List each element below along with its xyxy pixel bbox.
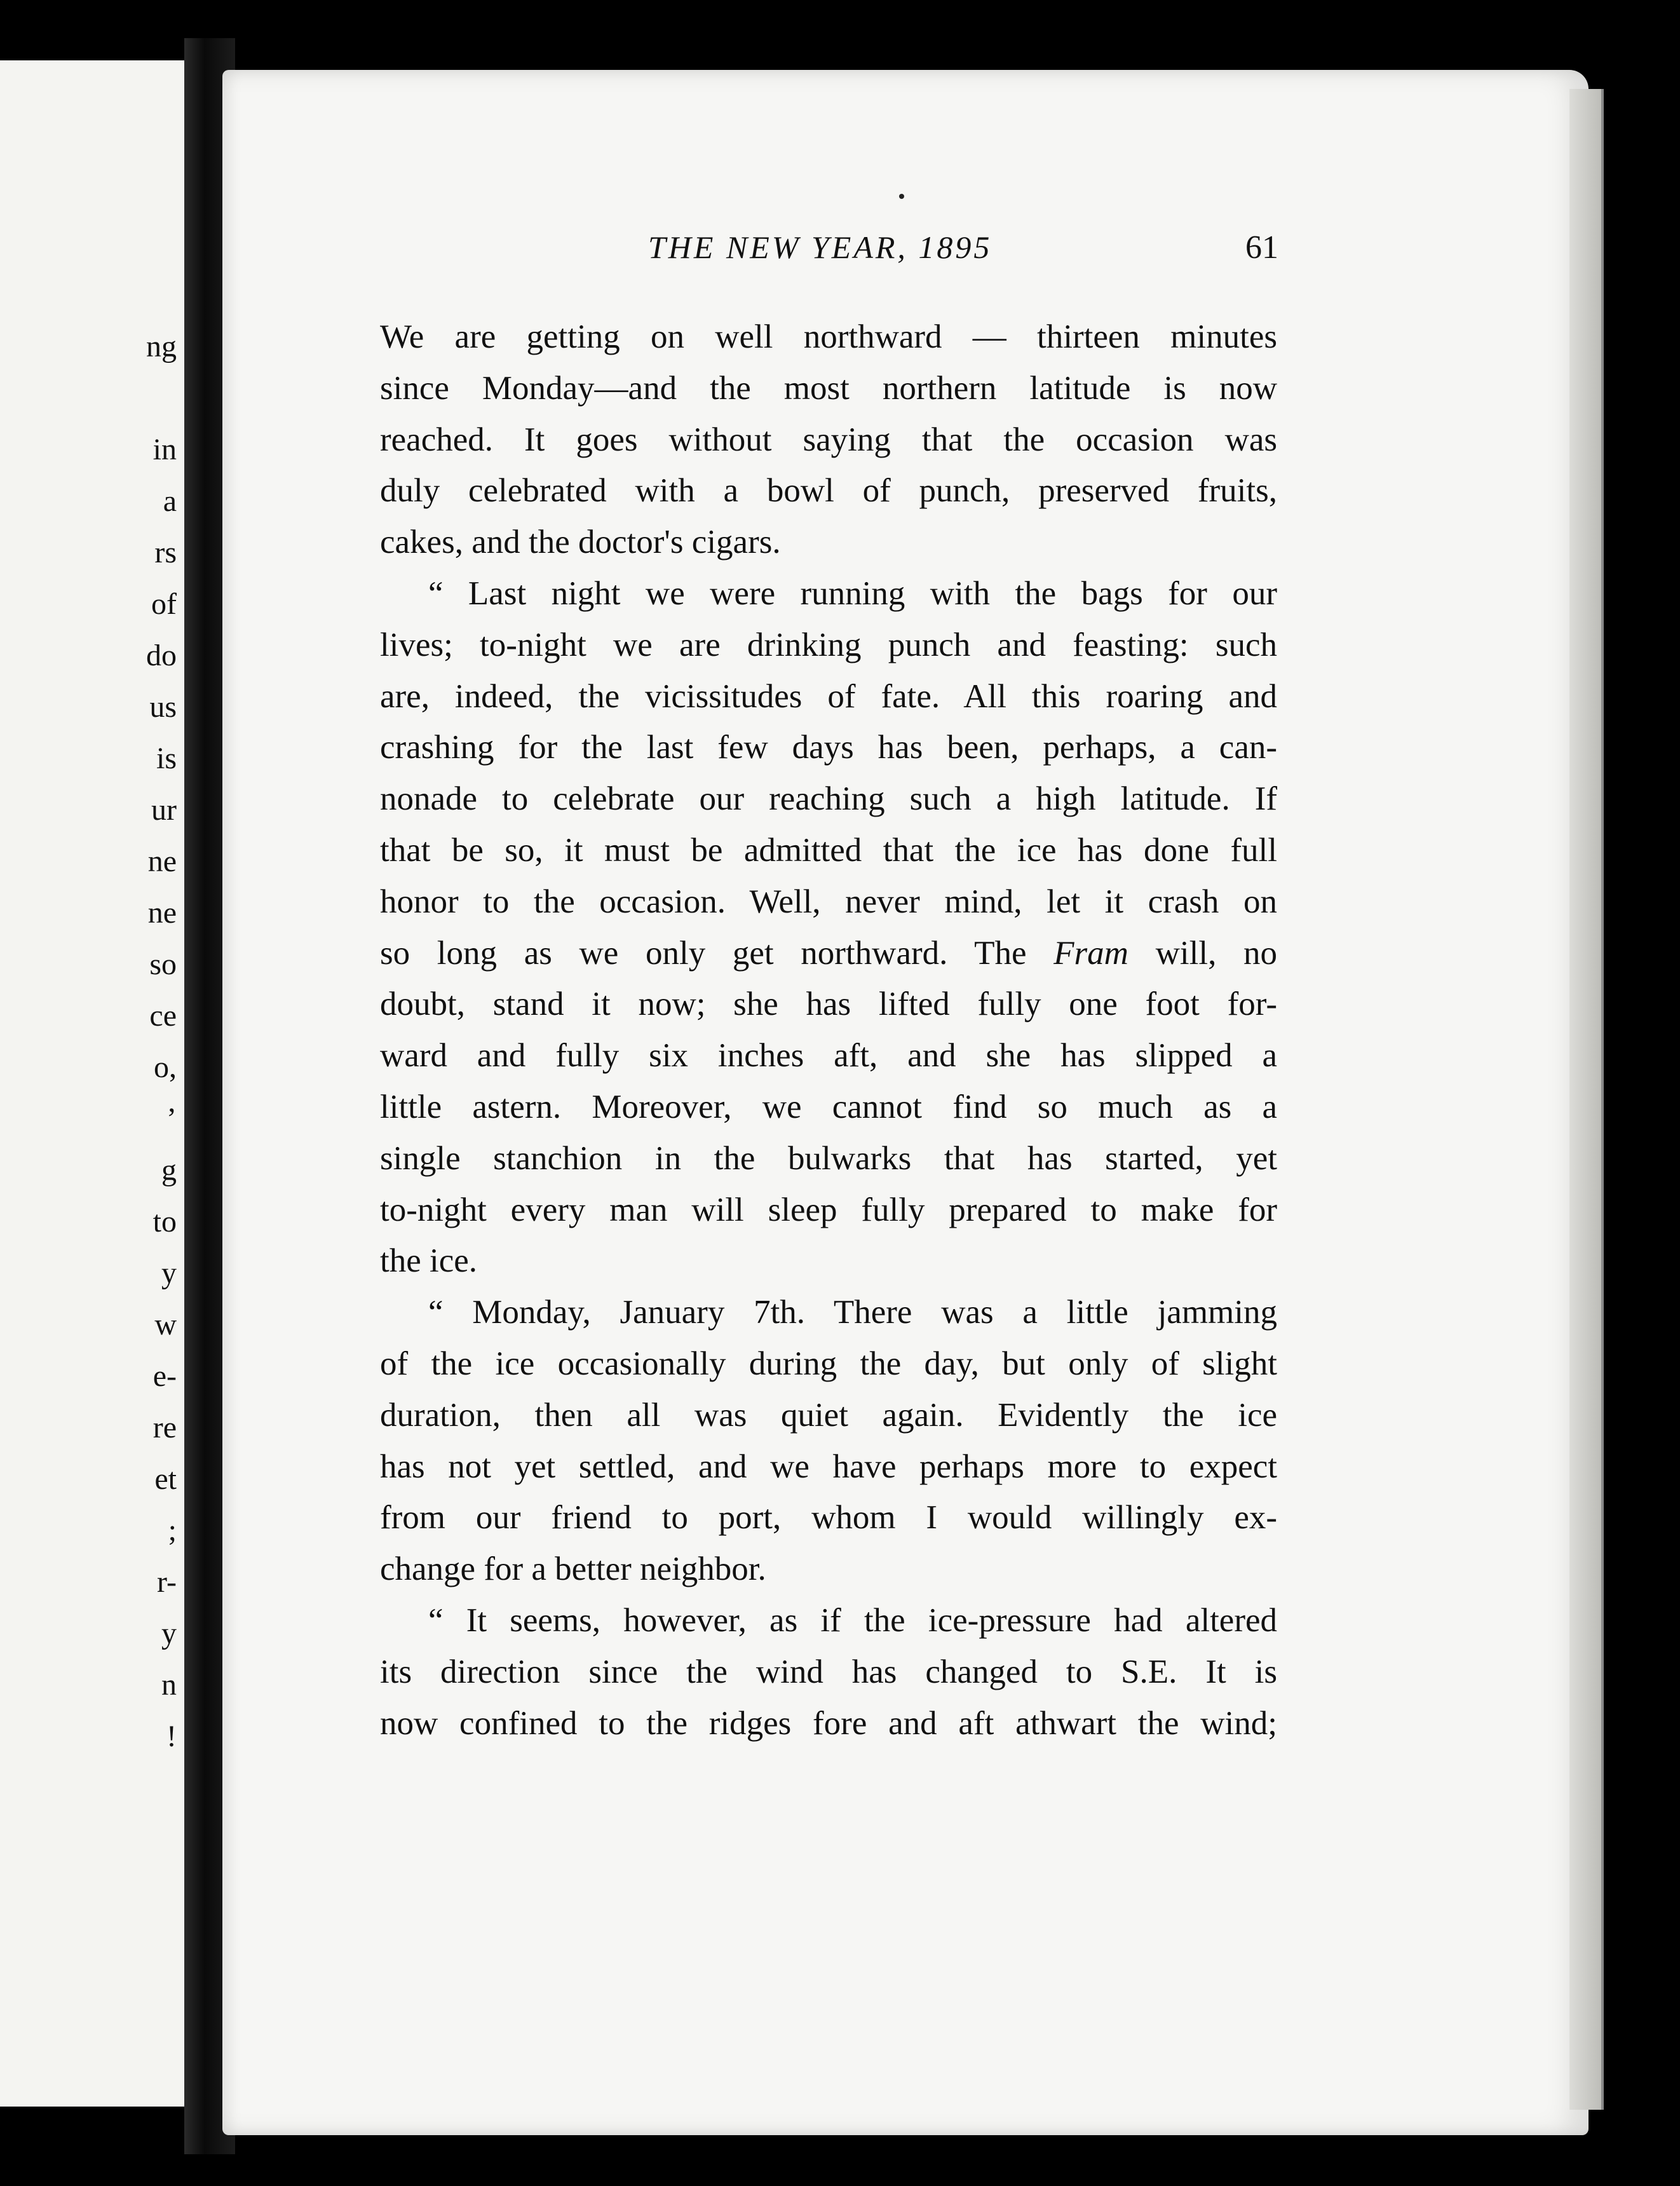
left-fragment: ’ [166,1102,177,1136]
left-fragment: y [161,1256,177,1290]
text-line: “ Monday, January 7th. There was a little jamming [428,1294,1277,1331]
left-fragment: us [149,690,177,724]
left-fragment: y [161,1617,177,1650]
left-fragment: g [161,1153,177,1187]
left-fragment: r- [156,1565,177,1599]
text-line: cakes, and the doctor's cigars. [380,524,781,561]
text-line: of the ice occasionally during the day, but only of slight [380,1345,1277,1382]
text-line: “ Last night we were running with the bags for our [428,574,1277,612]
left-fragment: so [149,947,177,981]
left-fragment: ur [151,793,177,827]
text-line: single stanchion in the bulwarks that has started, yet [380,1139,1277,1177]
text-line: since Monday—and the most northern latitude is now [380,369,1277,407]
left-fragment: ; [168,1514,177,1547]
text-line: has not yet settled, and we have perhaps more to expect [380,1448,1277,1485]
left-fragment: ! [166,1720,177,1753]
left-fragment: o, [154,1050,177,1084]
running-head: THE NEW YEAR, 1895 [648,229,992,265]
text-line: the ice. [380,1242,478,1280]
text-line: change for a better neighbor. [380,1551,766,1588]
text-line: are, indeed, the vicissitudes of fate. All this roaring and [380,677,1277,715]
left-fragment: ng [146,330,177,363]
left-fragment: ne [147,896,177,930]
left-facing-page [0,60,188,2107]
text-line: We are getting on well northward — thirteen minutes [380,318,1277,355]
printer-mark [899,194,904,199]
text-line: now confined to the ridges fore and aft athwart the wind; [380,1704,1277,1742]
text-line: to-night every man will sleep fully prepared to make for [380,1191,1277,1228]
left-fragment [100,372,177,424]
left-fragment: re [152,1411,177,1444]
ship-name: Fram [1053,934,1128,972]
left-fragment: a [163,484,177,518]
left-fragment: e- [152,1359,177,1393]
text-line: nonade to celebrate our reaching such a high latitude. If [380,780,1277,818]
left-fragment: is [156,742,177,775]
page-edge [1569,89,1604,2110]
text-line: duly celebrated with a bowl of punch, preserved fruits, [380,472,1277,510]
text-line: its direction since the wind has changed to S.E. It is [380,1653,1277,1690]
text-line: doubt, stand it now; she has lifted fully one foot for- [380,986,1277,1023]
left-fragment: of [151,587,177,621]
text-line [380,928,1277,979]
left-fragment: ce [149,999,177,1033]
left-fragment: w [154,1308,177,1341]
text-line: “ It seems, however, as if the ice-pressure had altered [428,1601,1277,1639]
left-fragment: ne [147,845,177,878]
text-line: ward and fully six inches aft, and she has slipped a [380,1037,1277,1075]
left-fragment: et [154,1462,177,1496]
text-segment: so long as we only get northward. The [380,934,1054,972]
text-line: reached. It goes without saying that the occasion was [380,421,1277,458]
text-line: from our friend to port, whom I would willingly ex- [380,1499,1277,1537]
text-line: honor to the occasion. Well, never mind, let it crash on [380,883,1277,920]
body-text [380,311,1277,1749]
page-number: 61 [1245,229,1278,266]
left-fragment: in [152,433,177,466]
left-fragment: rs [154,536,177,569]
left-fragment: n [161,1668,177,1702]
left-fragment: to [152,1205,177,1239]
text-line: lives; to-night we are drinking punch and feasting: such [380,626,1277,663]
text-line: that be so, it must be admitted that the ice has done full [380,831,1277,869]
text-line: duration, then all was quiet again. Evidently the ice [380,1396,1277,1434]
text-segment: will, no [1128,934,1277,972]
left-fragment: do [146,639,177,672]
left-page-line-fragments [100,321,177,1762]
text-line: little astern. Moreover, we cannot find so much as a [380,1088,1277,1125]
text-line: crashing for the last few days has been, perhaps, a can- [380,729,1277,766]
